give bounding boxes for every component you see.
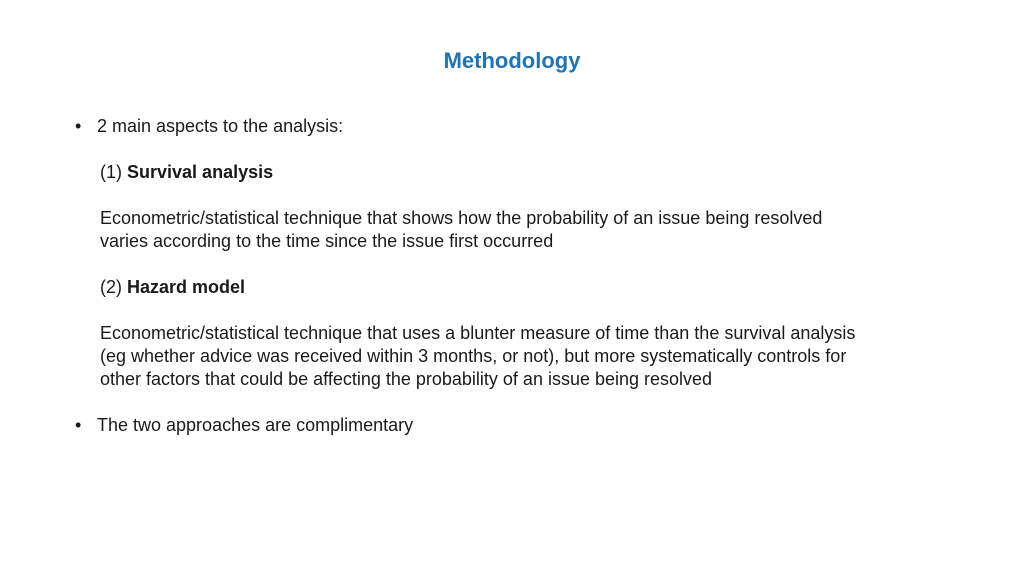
section-2-description-line-1: Econometric/statistical technique that uses a blunter measure of time than the survival analysis <box>100 323 856 343</box>
section-1-title: Survival analysis <box>127 162 274 182</box>
bullet-main-aspects <box>75 115 343 138</box>
section-2-heading <box>100 276 970 299</box>
section-2-description-line-2: (eg whether advice was received within 3 months, or not), but more systematically controls for <box>100 346 847 366</box>
section-2-title: Hazard model <box>127 277 246 297</box>
section-1-heading <box>100 161 970 184</box>
bullet-text: The two approaches are complimentary <box>97 415 414 435</box>
slide-title: Methodology <box>443 48 581 73</box>
section-1-description-line-2: varies according to the time since the issue first occurred <box>100 231 554 251</box>
bullet-marker: • <box>75 415 82 435</box>
bullet-text: 2 main aspects to the analysis: <box>97 116 344 136</box>
section-1-description-line-1: Econometric/statistical technique that shows how the probability of an issue being resolved <box>100 208 823 228</box>
bullet-complimentary <box>75 414 413 437</box>
section-2-description-line-3: other factors that could be affecting the probability of an issue being resolved <box>100 369 713 389</box>
bullet-marker: • <box>75 116 82 136</box>
section-2-number: (2) <box>100 277 122 297</box>
section-1-number: (1) <box>100 162 122 182</box>
